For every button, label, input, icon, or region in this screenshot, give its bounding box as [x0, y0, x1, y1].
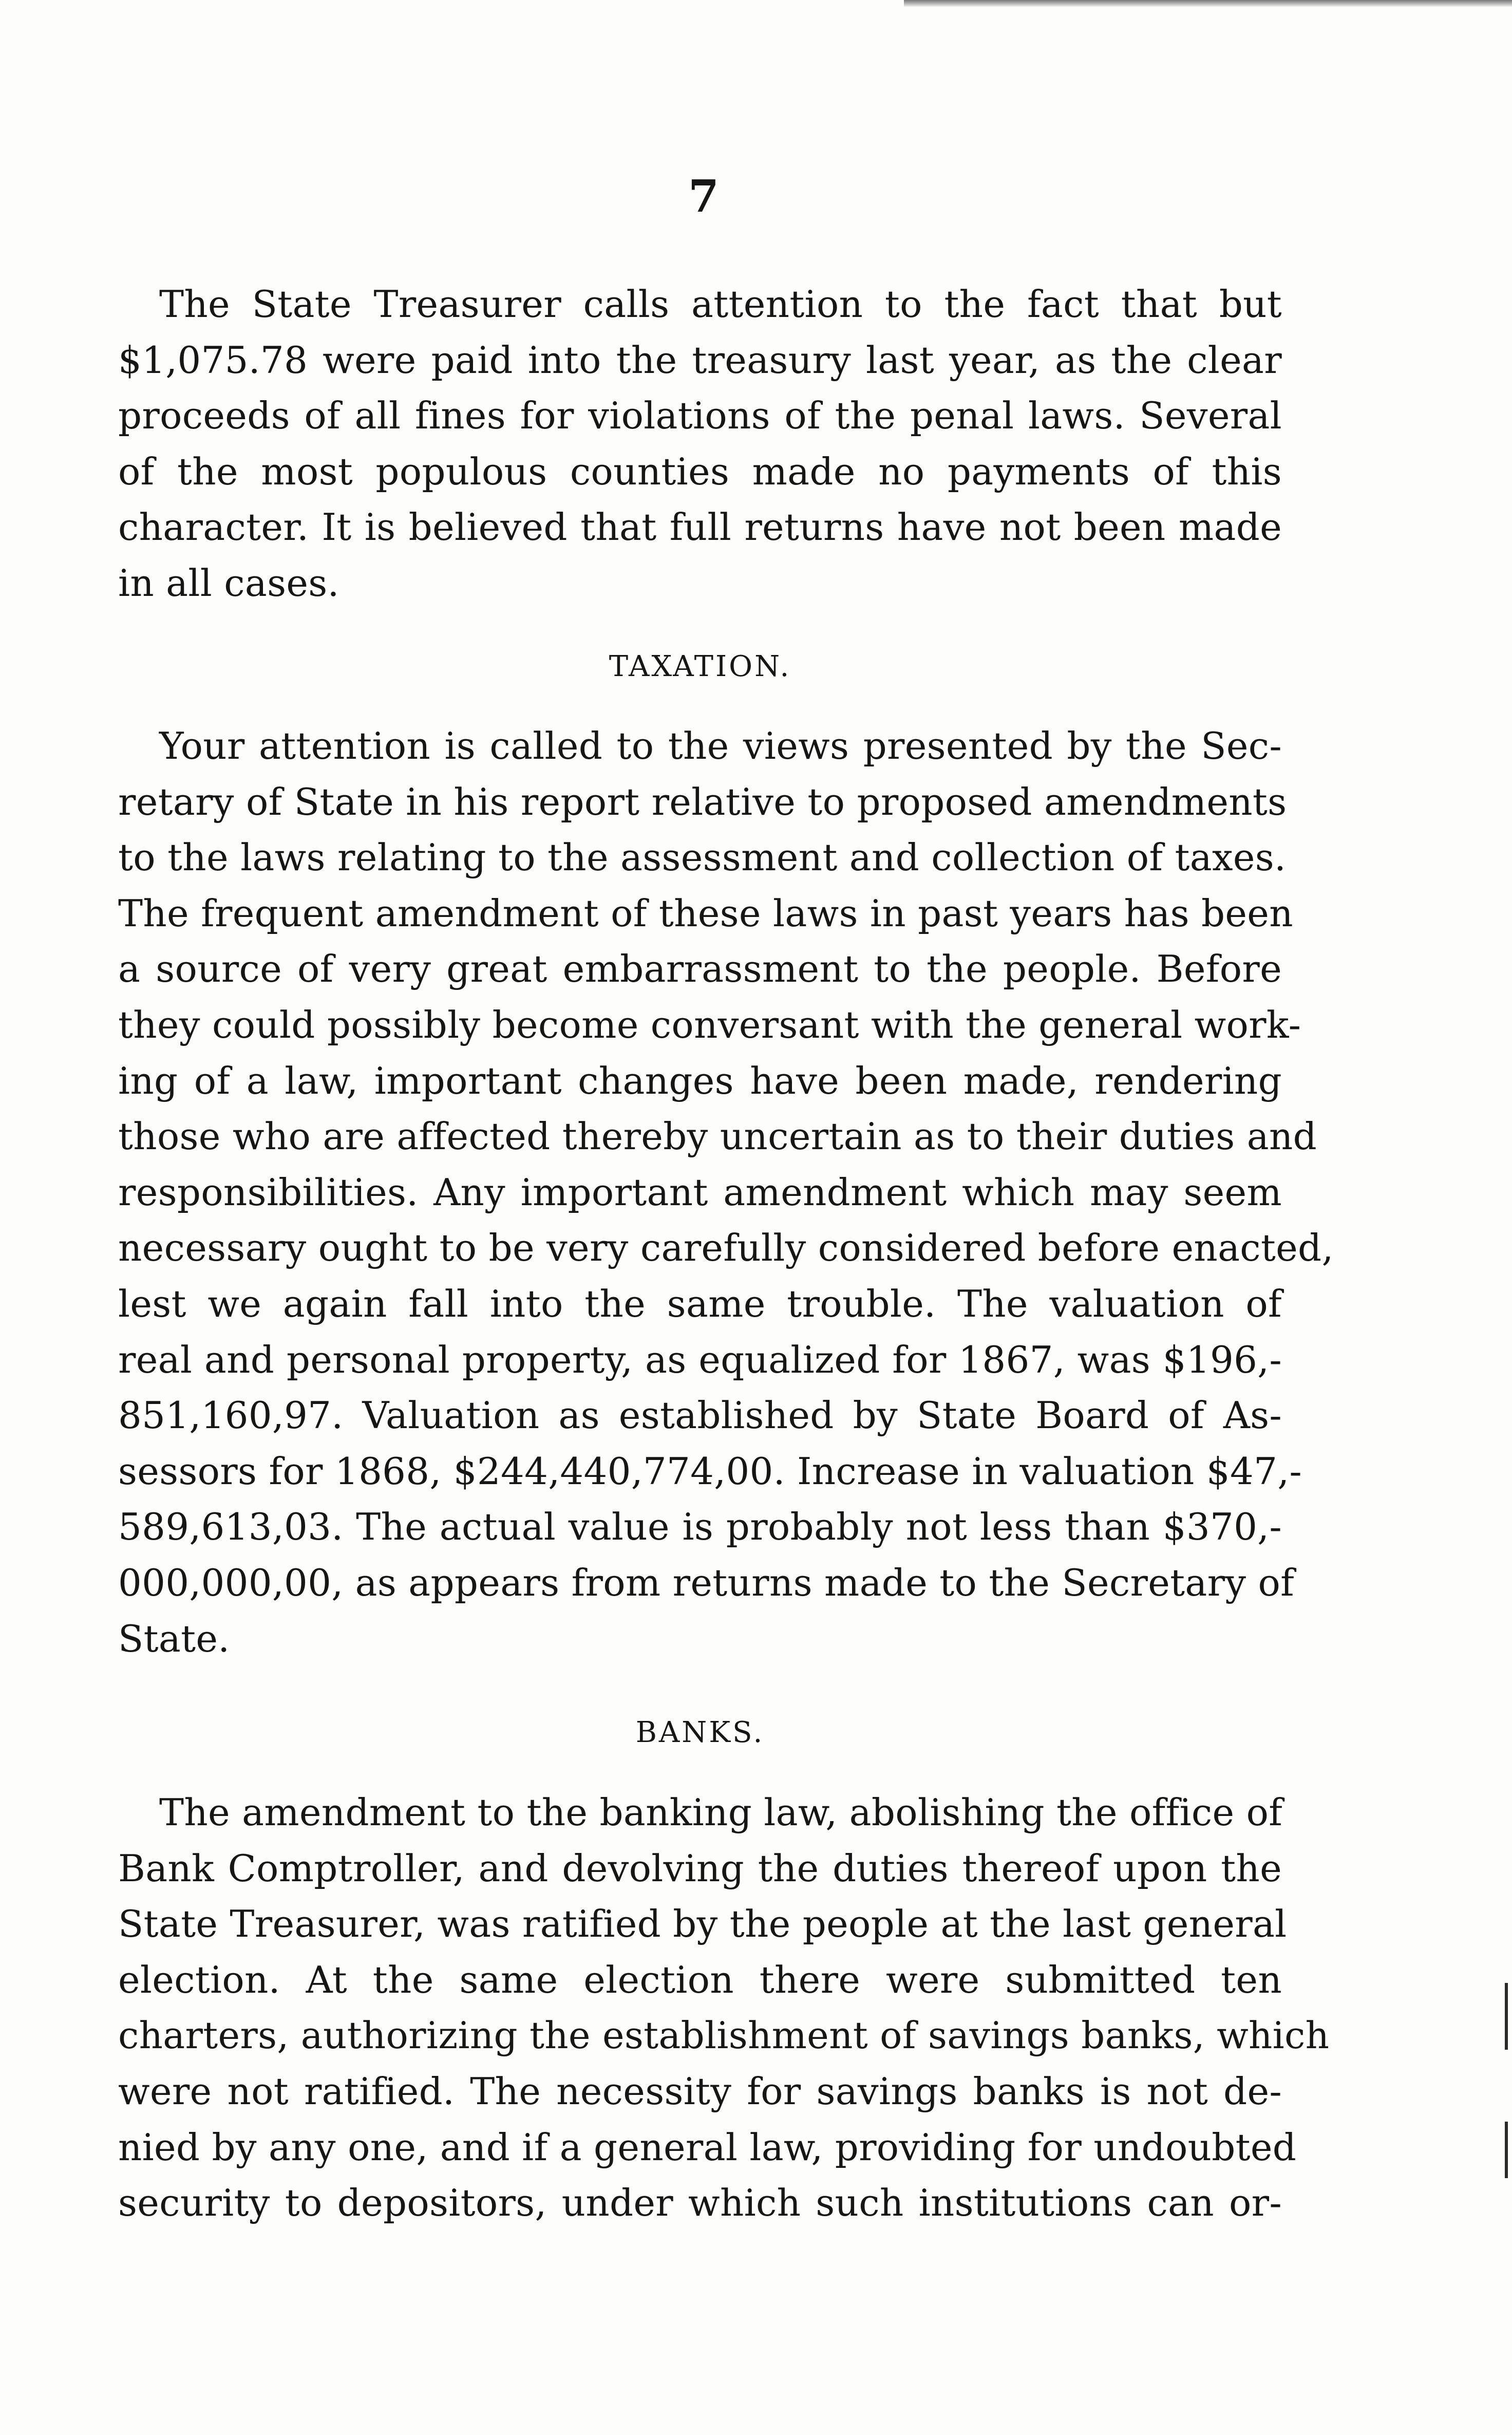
paragraph-taxation — [118, 718, 1334, 1666]
text-line: The amendment to the banking law, abolishing the office of — [159, 1791, 1283, 1834]
text-line: responsibilities. Any important amendment which may seem — [118, 1170, 1282, 1214]
paragraph-lines — [118, 276, 1282, 611]
text-line: election. At the same election there were submitted ten — [118, 1958, 1282, 2001]
paragraph-fines — [118, 276, 1282, 611]
paragraph-banks — [118, 1785, 1330, 2231]
text-line: 589,613,03. The actual value is probably not less than $370,- — [118, 1505, 1282, 1549]
section-heading-taxation: TAXATION. — [609, 650, 791, 683]
text-line: State. — [118, 1617, 230, 1660]
scan-edge-mark — [1505, 2122, 1508, 2178]
text-line: in all cases. — [118, 561, 339, 605]
paragraph-lines — [118, 1785, 1330, 2231]
section-heading-banks: BANKS. — [635, 1716, 765, 1749]
text-line: Bank Comptroller, and devolving the duties thereof upon the — [118, 1846, 1282, 1890]
text-line: Your attention is called to the views presented by the Sec- — [159, 724, 1282, 767]
text-line: 851,160,97. Valuation as established by State Board of As- — [118, 1394, 1282, 1437]
text-line: retary of State in his report relative to proposed amendments — [118, 780, 1287, 823]
page-number: 7 — [688, 171, 719, 222]
text-line: The frequent amendment of these laws in past years has been — [118, 891, 1293, 935]
text-line: they could possibly become conversant with the general work- — [118, 1003, 1301, 1046]
text-line: real and personal property, as equalized for 1867, was $196,- — [118, 1338, 1282, 1381]
paragraph-lines — [118, 718, 1334, 1666]
scan-edge-mark — [1505, 1983, 1508, 2050]
text-line: proceeds of all fines for violations of the penal laws. Several — [118, 394, 1282, 438]
text-line: lest we again fall into the same trouble. The valuation of — [118, 1282, 1282, 1325]
text-line: nied by any one, and if a general law, providing for undoubted — [118, 2125, 1297, 2169]
text-line: State Treasurer, was ratified by the people at the last general — [118, 1902, 1287, 1946]
text-line: The State Treasurer calls attention to the fact that but — [159, 283, 1282, 326]
text-line: $1,075.78 were paid into the treasury last year, as the clear — [118, 338, 1282, 382]
text-line: character. It is believed that full returns have not been made — [118, 505, 1282, 549]
text-line: a source of very great embarrassment to the people. Before — [118, 947, 1282, 991]
text-line: ing of a law, important changes have been made, rendering — [118, 1059, 1282, 1102]
text-line: security to depositors, under which such institutions can or- — [118, 2181, 1282, 2225]
text-line: charters, authorizing the establishment of savings banks, which — [118, 2014, 1330, 2057]
text-line: to the laws relating to the assessment and collection of taxes. — [118, 836, 1287, 879]
text-line: of the most populous counties made no payments of this — [118, 449, 1282, 493]
scan-edge-mark — [904, 0, 1512, 7]
text-line: necessary ought to be very carefully considered before enacted, — [118, 1226, 1334, 1270]
text-line: were not ratified. The necessity for savings banks is not de- — [118, 2069, 1282, 2113]
text-line: sessors for 1868, $244,440,774,00. Increase in valuation $47,- — [118, 1449, 1302, 1493]
text-line: 000,000,00, as appears from returns made to the Secretary of — [118, 1561, 1295, 1604]
text-line: those who are affected thereby uncertain as to their duties and — [118, 1115, 1317, 1158]
